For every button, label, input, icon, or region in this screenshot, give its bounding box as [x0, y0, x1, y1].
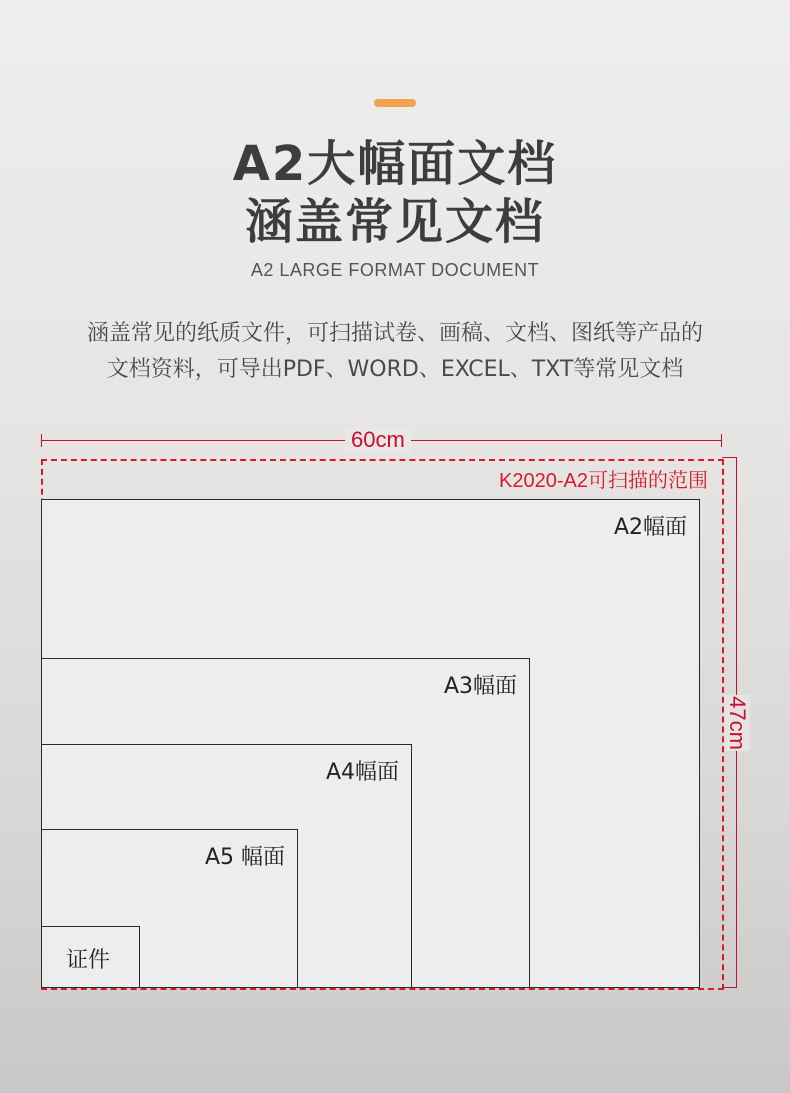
- description-line2: 文档资料，可导出PDF、WORD、EXCEL、TXT等常见文档: [106, 357, 684, 382]
- page-subtitle: A2 LARGE FORMAT DOCUMENT: [250, 260, 540, 280]
- page-title-line1: A2大幅面文档: [232, 136, 558, 192]
- scan-area-label: K2020-A2可扫描的范围: [499, 470, 708, 492]
- width-tick-right: [721, 434, 722, 447]
- width-label: 60cm: [345, 427, 411, 453]
- height-label: 47cm: [725, 696, 750, 750]
- height-tick-bottom: [722, 987, 737, 988]
- paper-id-card: [41, 926, 140, 988]
- paper-a4-label: A4幅面: [325, 760, 399, 785]
- page-title-line2: 涵盖常见文档: [244, 194, 545, 250]
- height-tick-top: [722, 457, 737, 458]
- paper-a3-label: A3幅面: [443, 674, 517, 699]
- description-line1: 涵盖常见的纸质文件，可扫描试卷、画稿、文档、图纸等产品的: [86, 321, 703, 346]
- accent-bar: [374, 99, 416, 107]
- paper-id-card-label: 证件: [66, 948, 111, 973]
- width-tick-left: [41, 434, 42, 447]
- paper-a5-label: A5 幅面: [204, 845, 285, 870]
- paper-a2-label: A2幅面: [613, 515, 687, 540]
